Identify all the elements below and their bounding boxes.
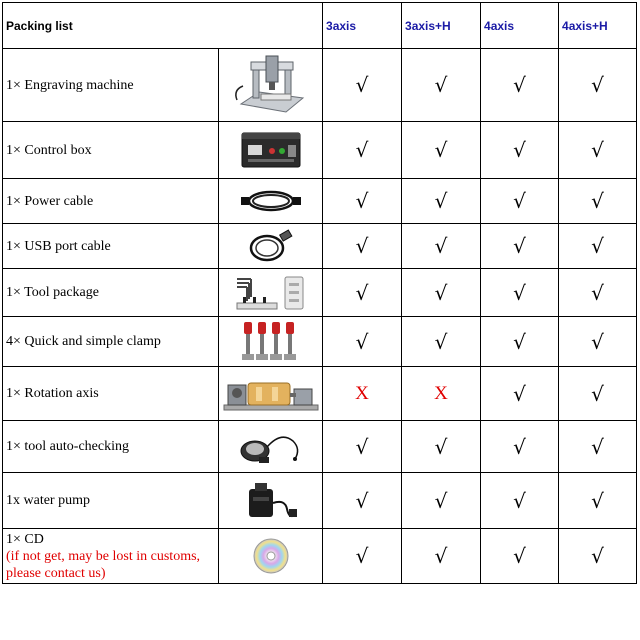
customs-note: (if not get, may be lost in customs, please contact us) xyxy=(6,548,201,581)
item-label: 1x water pump xyxy=(3,473,219,529)
item-image xyxy=(219,317,323,367)
rotation-axis-icon xyxy=(222,375,320,413)
table-row xyxy=(3,529,637,584)
mark-4axis: √ xyxy=(481,269,559,317)
table-row xyxy=(3,367,637,421)
variant-header-4axis: 4axis xyxy=(481,3,559,49)
mark-3axis-h: √ xyxy=(402,473,481,529)
clamp-icon xyxy=(236,320,306,364)
item-label: 1× Engraving machine xyxy=(3,49,219,122)
mark-4axis: √ xyxy=(481,421,559,473)
tool-checking-probe-icon xyxy=(237,427,305,467)
table-row xyxy=(3,421,637,473)
mark-4axis-h: √ xyxy=(559,367,637,421)
item-image xyxy=(219,49,323,122)
item-label: 1× Tool package xyxy=(3,269,219,317)
variant-header-3axis-h: 3axis+H xyxy=(402,3,481,49)
mark-3axis-h: √ xyxy=(402,421,481,473)
mark-4axis: √ xyxy=(481,49,559,122)
mark-3axis: √ xyxy=(323,317,402,367)
mark-3axis-h: √ xyxy=(402,317,481,367)
mark-3axis: √ xyxy=(323,421,402,473)
mark-4axis: √ xyxy=(481,317,559,367)
cd-disc-icon xyxy=(251,536,291,576)
mark-4axis-h: √ xyxy=(559,122,637,179)
variant-header-4axis-h: 4axis+H xyxy=(559,3,637,49)
mark-4axis: √ xyxy=(481,179,559,224)
mark-4axis-h: √ xyxy=(559,473,637,529)
item-image xyxy=(219,473,323,529)
packing-list-table xyxy=(2,2,637,584)
table-row xyxy=(3,224,637,269)
item-label-text: 1× CD xyxy=(6,531,44,547)
item-label: 1× Control box xyxy=(3,122,219,179)
mark-3axis: X xyxy=(323,367,402,421)
mark-4axis: √ xyxy=(481,529,559,584)
mark-3axis: √ xyxy=(323,122,402,179)
mark-4axis-h: √ xyxy=(559,269,637,317)
mark-3axis: √ xyxy=(323,529,402,584)
mark-4axis: √ xyxy=(481,224,559,269)
power-cable-icon xyxy=(239,186,303,216)
mark-4axis-h: √ xyxy=(559,224,637,269)
item-label: 1× Rotation axis xyxy=(3,367,219,421)
mark-4axis: √ xyxy=(481,122,559,179)
mark-3axis-h: √ xyxy=(402,49,481,122)
mark-4axis-h: √ xyxy=(559,421,637,473)
mark-4axis: √ xyxy=(481,367,559,421)
mark-3axis-h: √ xyxy=(402,529,481,584)
control-box-icon xyxy=(238,129,304,171)
table-row xyxy=(3,269,637,317)
item-image xyxy=(219,367,323,421)
variant-header-3axis: 3axis xyxy=(323,3,402,49)
mark-4axis-h: √ xyxy=(559,317,637,367)
table-row xyxy=(3,317,637,367)
mark-3axis-h: √ xyxy=(402,269,481,317)
engraving-machine-icon xyxy=(231,54,311,116)
mark-3axis: √ xyxy=(323,224,402,269)
water-pump-icon xyxy=(243,479,299,523)
table-row xyxy=(3,122,637,179)
tool-package-icon xyxy=(231,273,311,313)
item-image xyxy=(219,421,323,473)
mark-3axis: √ xyxy=(323,473,402,529)
mark-4axis-h: √ xyxy=(559,179,637,224)
mark-4axis-h: √ xyxy=(559,49,637,122)
item-image xyxy=(219,122,323,179)
item-image xyxy=(219,529,323,584)
item-label: 1× USB port cable xyxy=(3,224,219,269)
mark-3axis: √ xyxy=(323,49,402,122)
mark-3axis: √ xyxy=(323,269,402,317)
item-label xyxy=(3,529,219,584)
item-image xyxy=(219,269,323,317)
mark-4axis-h: √ xyxy=(559,529,637,584)
item-image xyxy=(219,224,323,269)
item-label: 1× tool auto-checking xyxy=(3,421,219,473)
table-row xyxy=(3,49,637,122)
item-image xyxy=(219,179,323,224)
mark-3axis: √ xyxy=(323,179,402,224)
table-row xyxy=(3,179,637,224)
mark-3axis-h: X xyxy=(402,367,481,421)
mark-3axis-h: √ xyxy=(402,179,481,224)
item-label: 1× Power cable xyxy=(3,179,219,224)
mark-3axis-h: √ xyxy=(402,224,481,269)
packing-list-title: Packing list xyxy=(3,3,323,49)
item-label: 4× Quick and simple clamp xyxy=(3,317,219,367)
mark-3axis-h: √ xyxy=(402,122,481,179)
usb-cable-icon xyxy=(245,228,297,264)
mark-4axis: √ xyxy=(481,473,559,529)
header-row xyxy=(3,3,637,49)
table-row xyxy=(3,473,637,529)
